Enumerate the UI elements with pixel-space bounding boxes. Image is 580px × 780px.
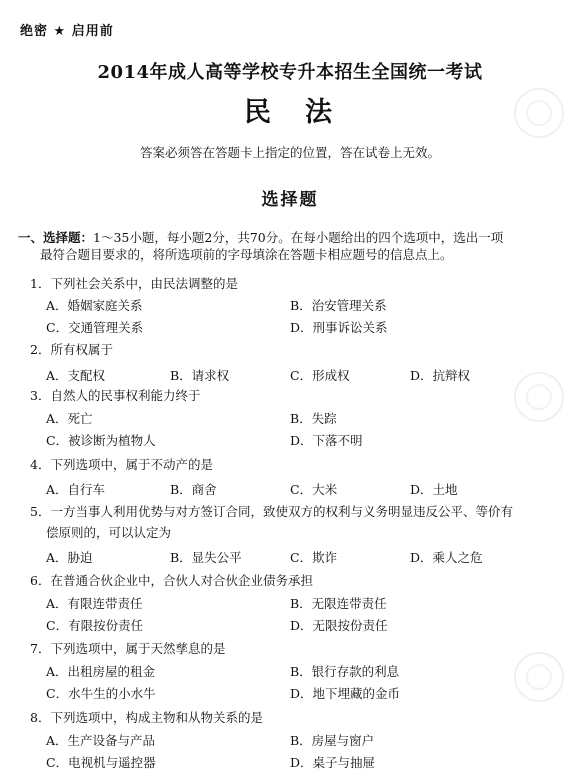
- option-b: B．显失公平: [170, 550, 242, 565]
- question-stem: 2．所有权属于: [30, 342, 113, 357]
- option-c: C．交通管理关系: [46, 320, 144, 335]
- option-a: A．出租房屋的租金: [46, 664, 156, 679]
- option-b: B．商舍: [170, 482, 217, 497]
- section-instructions: [18, 229, 566, 263]
- option-a: A．胁迫: [46, 550, 93, 565]
- option-d: D．下落不明: [290, 433, 363, 448]
- question-stem-line-2: 偿原则的，可以认定为: [46, 525, 172, 540]
- option-c: C．欺诈: [290, 550, 338, 565]
- instruction-line-2: 最符合题目要求的，将所选项前的字母填涂在答题卡相应题号的信息点上。: [40, 247, 453, 262]
- question-stem: 8．下列选项中，构成主物和从物关系的是: [30, 710, 263, 725]
- question-stem-line-1: 5．一方当事人利用优势与对方签订合同，致使双方的权利与义务明显违反公平、等价有: [30, 504, 513, 519]
- option-a: A．婚姻家庭关系: [46, 298, 143, 313]
- option-c: C．有限按份责任: [46, 618, 144, 633]
- option-d: D．刑事诉讼关系: [290, 320, 388, 335]
- option-a: A．死亡: [46, 411, 93, 426]
- question-stem: 7．下列选项中，属于天然孳息的是: [30, 641, 226, 656]
- option-b: B．无限连带责任: [290, 596, 387, 611]
- option-b: B．失踪: [290, 411, 337, 426]
- option-a: A．生产设备与产品: [46, 733, 156, 748]
- exam-title: 2014年成人高等学校专升本招生全国统一考试: [97, 62, 483, 83]
- option-b: B．请求权: [170, 368, 230, 383]
- option-d: D．乘人之危: [410, 550, 483, 565]
- option-c: C．形成权: [290, 368, 350, 383]
- subject-title: 民法: [244, 97, 366, 128]
- option-c: C．被诊断为植物人: [46, 433, 156, 448]
- question-stem: 3．自然人的民事权利能力终于: [30, 388, 201, 403]
- option-d: D．桌子与抽屉: [290, 755, 376, 770]
- confidential-label: 绝密 ★ 启用前: [20, 24, 114, 39]
- section-heading: 选择题: [261, 190, 319, 210]
- option-b: B．房屋与窗户: [290, 733, 375, 748]
- option-d: D．土地: [410, 482, 458, 497]
- option-c: C．水牛生的小水牛: [46, 686, 156, 701]
- option-b: B．治安管理关系: [290, 298, 387, 313]
- option-d: D．无限按份责任: [290, 618, 388, 633]
- option-c: C．电视机与遥控器: [46, 755, 156, 770]
- answer-notice: 答案必须答在答题卡上指定的位置，答在试卷上无效。: [139, 145, 440, 160]
- option-c: C．大米: [290, 482, 338, 497]
- watermark-seal-icon: [514, 652, 564, 702]
- option-a: A．支配权: [46, 368, 106, 383]
- question-stem: 6．在普通合伙企业中，合伙人对合伙企业债务承担: [30, 573, 313, 588]
- option-b: B．银行存款的利息: [290, 664, 400, 679]
- option-a: A．有限连带责任: [46, 596, 143, 611]
- question-stem: 4．下列选项中，属于不动产的是: [30, 457, 213, 472]
- option-d: D．地下埋藏的金币: [290, 686, 401, 701]
- instruction-lead: 一、选择题：: [18, 230, 94, 245]
- question-stem: 1．下列社会关系中，由民法调整的是: [30, 276, 238, 291]
- option-a: A．自行车: [46, 482, 106, 497]
- option-d: D．抗辩权: [410, 368, 471, 383]
- instruction-line-1: 1～35小题，每小题2分，共70分。在每小题给出的四个选项中，选出一项: [93, 230, 504, 245]
